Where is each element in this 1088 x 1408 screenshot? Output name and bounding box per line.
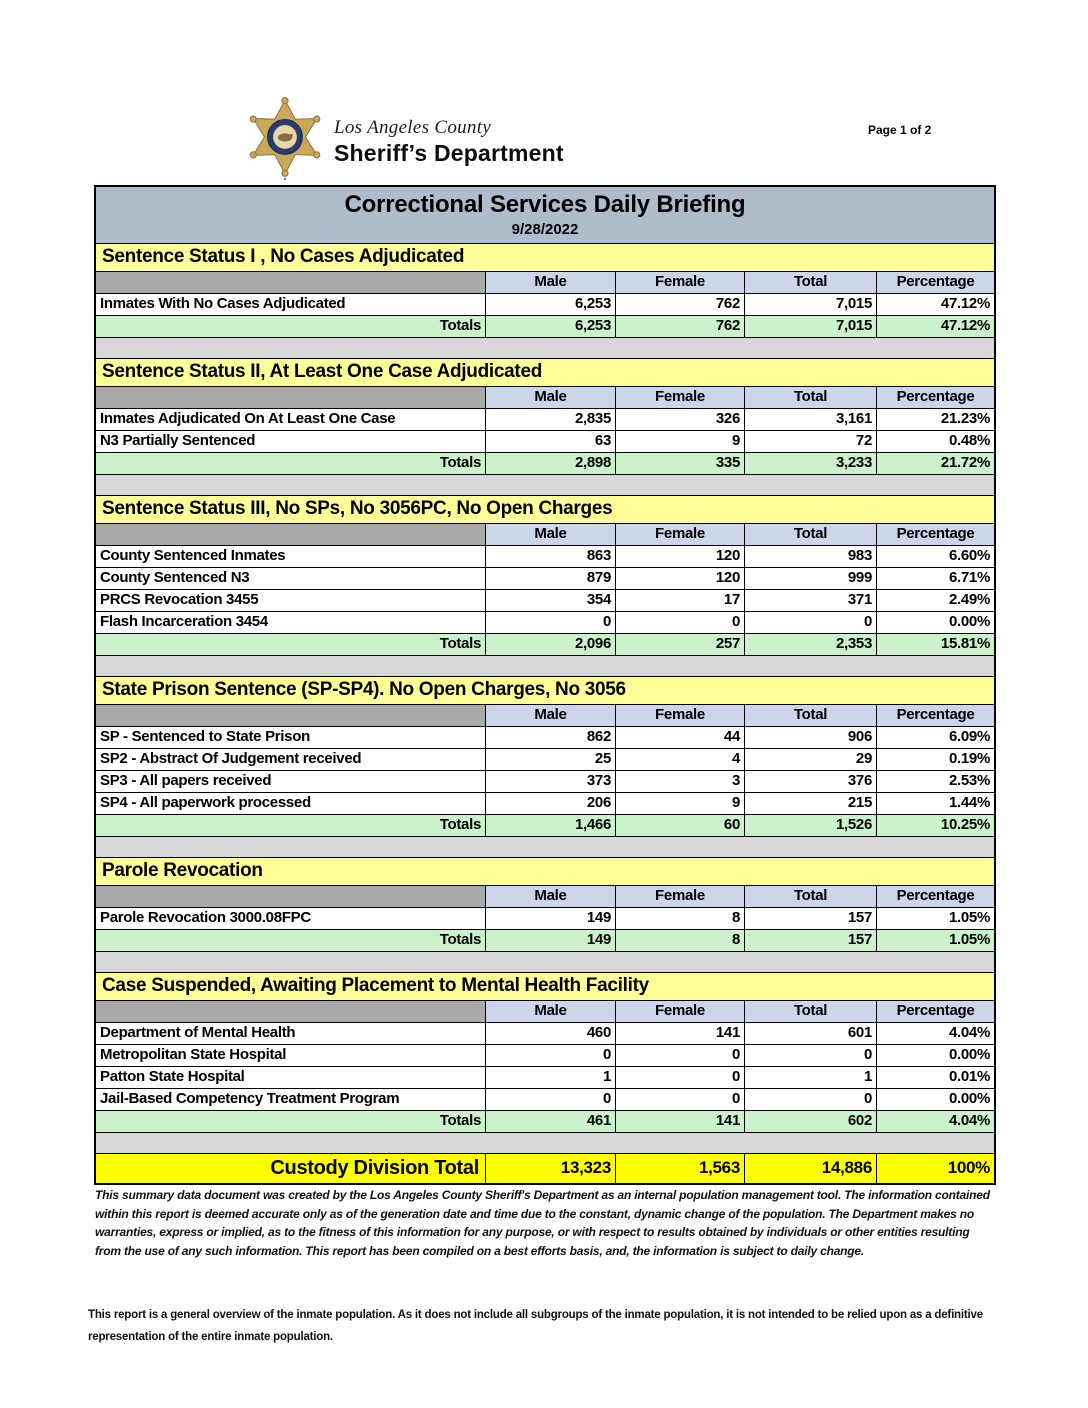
section-rows bbox=[96, 294, 994, 316]
row-label: Jail-Based Competency Treatment Program bbox=[96, 1089, 486, 1110]
row-label-header bbox=[96, 705, 486, 726]
section-rows bbox=[96, 1023, 994, 1111]
row-label: PRCS Revocation 3455 bbox=[96, 590, 486, 611]
row-label: Patton State Hospital bbox=[96, 1067, 486, 1088]
column-header-female: Female bbox=[616, 1001, 745, 1022]
row-label: SP4 - All paperwork processed bbox=[96, 793, 486, 814]
totals-label: Totals bbox=[96, 1111, 486, 1132]
section-title: Sentence Status II, At Least One Case Adjudicated bbox=[96, 359, 994, 387]
report-date: 9/28/2022 bbox=[511, 221, 579, 238]
section-title: Parole Revocation bbox=[96, 858, 994, 886]
column-header-male: Male bbox=[486, 886, 616, 907]
totals-male: 149 bbox=[486, 930, 616, 951]
cell-total: 0 bbox=[745, 1045, 877, 1066]
column-header-percentage: Percentage bbox=[877, 387, 994, 408]
cell-male: 206 bbox=[486, 793, 616, 814]
cell-total: 0 bbox=[745, 612, 877, 633]
sheriff-star-icon bbox=[244, 96, 326, 182]
table-row bbox=[96, 793, 994, 815]
page-number: Page 1 of 2 bbox=[868, 123, 932, 137]
cell-percentage: 0.01% bbox=[877, 1067, 994, 1088]
cell-percentage: 0.00% bbox=[877, 612, 994, 633]
cell-percentage: 0.00% bbox=[877, 1045, 994, 1066]
column-header-row bbox=[96, 387, 994, 409]
cell-male: 6,253 bbox=[486, 294, 616, 315]
custody-division-total-row bbox=[96, 1154, 994, 1183]
totals-percentage: 15.81% bbox=[877, 634, 994, 655]
column-header-percentage: Percentage bbox=[877, 705, 994, 726]
totals-male: 2,096 bbox=[486, 634, 616, 655]
column-header-row bbox=[96, 1001, 994, 1023]
column-header-male: Male bbox=[486, 705, 616, 726]
table-row bbox=[96, 612, 994, 634]
cell-percentage: 4.04% bbox=[877, 1023, 994, 1044]
column-header-total: Total bbox=[745, 705, 877, 726]
totals-percentage: 4.04% bbox=[877, 1111, 994, 1132]
cell-female: 44 bbox=[616, 727, 745, 748]
report-section bbox=[96, 858, 994, 973]
row-label: N3 Partially Sentenced bbox=[96, 431, 486, 452]
cell-percentage: 2.49% bbox=[877, 590, 994, 611]
totals-female: 60 bbox=[616, 815, 745, 836]
column-header-female: Female bbox=[616, 705, 745, 726]
totals-total: 602 bbox=[745, 1111, 877, 1132]
daily-briefing-report bbox=[94, 185, 996, 1185]
totals-total: 3,233 bbox=[745, 453, 877, 474]
row-label: Department of Mental Health bbox=[96, 1023, 486, 1044]
cell-percentage: 6.71% bbox=[877, 568, 994, 589]
table-row bbox=[96, 546, 994, 568]
cell-total: 3,161 bbox=[745, 409, 877, 430]
column-header-percentage: Percentage bbox=[877, 272, 994, 293]
cell-female: 8 bbox=[616, 908, 745, 929]
column-header-total: Total bbox=[745, 886, 877, 907]
column-header-total: Total bbox=[745, 387, 877, 408]
cell-percentage: 21.23% bbox=[877, 409, 994, 430]
table-row bbox=[96, 1089, 994, 1111]
cell-female: 0 bbox=[616, 1045, 745, 1066]
column-header-row bbox=[96, 272, 994, 294]
section-title: Sentence Status III, No SPs, No 3056PC, No Open Charges bbox=[96, 496, 994, 524]
table-row bbox=[96, 908, 994, 930]
totals-total: 7,015 bbox=[745, 316, 877, 337]
section-rows bbox=[96, 409, 994, 453]
cell-male: 373 bbox=[486, 771, 616, 792]
cell-male: 354 bbox=[486, 590, 616, 611]
report-title: Correctional Services Daily Briefing bbox=[344, 191, 746, 218]
cell-female: 4 bbox=[616, 749, 745, 770]
column-header-row bbox=[96, 524, 994, 546]
section-spacer bbox=[96, 837, 994, 858]
cell-total: 983 bbox=[745, 546, 877, 567]
column-header-male: Male bbox=[486, 1001, 616, 1022]
cell-male: 460 bbox=[486, 1023, 616, 1044]
report-title-bar bbox=[96, 187, 994, 244]
totals-total: 157 bbox=[745, 930, 877, 951]
custody-total-female: 1,563 bbox=[616, 1154, 745, 1183]
table-row bbox=[96, 727, 994, 749]
cell-percentage: 1.05% bbox=[877, 908, 994, 929]
disclaimer-text: This summary data document was created by the Los Angeles County Sheriff's Department as an internal population management tool. The information contained within this report is deemed accurate only as of the generation date and time due to the constant, dynamic change of the population. The Department makes no warranties, express or implied, as to the fitness of this information for any purpose, or with respect to results obtained by individuals or other entities resulting from the use of any such information. This report has been compiled on a best efforts basis, and, the information is subject to daily change. bbox=[95, 1188, 990, 1258]
table-row bbox=[96, 1067, 994, 1089]
totals-female: 335 bbox=[616, 453, 745, 474]
column-header-total: Total bbox=[745, 524, 877, 545]
row-label: County Sentenced Inmates bbox=[96, 546, 486, 567]
cell-female: 0 bbox=[616, 612, 745, 633]
cell-total: 601 bbox=[745, 1023, 877, 1044]
section-title: Sentence Status I , No Cases Adjudicated bbox=[96, 244, 994, 272]
column-header-female: Female bbox=[616, 272, 745, 293]
cell-male: 863 bbox=[486, 546, 616, 567]
cell-male: 2,835 bbox=[486, 409, 616, 430]
totals-total: 1,526 bbox=[745, 815, 877, 836]
report-section bbox=[96, 677, 994, 858]
cell-female: 9 bbox=[616, 431, 745, 452]
cell-female: 0 bbox=[616, 1089, 745, 1110]
column-header-percentage: Percentage bbox=[877, 886, 994, 907]
cell-female: 326 bbox=[616, 409, 745, 430]
cell-female: 3 bbox=[616, 771, 745, 792]
cell-percentage: 0.48% bbox=[877, 431, 994, 452]
column-header-male: Male bbox=[486, 524, 616, 545]
cell-male: 862 bbox=[486, 727, 616, 748]
cell-total: 215 bbox=[745, 793, 877, 814]
table-row bbox=[96, 590, 994, 612]
totals-label: Totals bbox=[96, 634, 486, 655]
footer-note-text: This report is a general overview of the inmate population. As it does not include all subgroups of the inmate population, it is not intended to be relied upon as a definitive representation of the entire inmate population. bbox=[88, 1309, 983, 1344]
cell-percentage: 6.09% bbox=[877, 727, 994, 748]
totals-percentage: 21.72% bbox=[877, 453, 994, 474]
section-totals-row bbox=[96, 930, 994, 952]
cell-male: 879 bbox=[486, 568, 616, 589]
table-row bbox=[96, 749, 994, 771]
cell-total: 7,015 bbox=[745, 294, 877, 315]
totals-percentage: 10.25% bbox=[877, 815, 994, 836]
section-title: State Prison Sentence (SP-SP4). No Open Charges, No 3056 bbox=[96, 677, 994, 705]
section-totals-row bbox=[96, 316, 994, 338]
cell-female: 120 bbox=[616, 546, 745, 567]
section-rows bbox=[96, 546, 994, 634]
section-spacer bbox=[96, 1133, 994, 1154]
row-label: Parole Revocation 3000.08FPC bbox=[96, 908, 486, 929]
row-label-header bbox=[96, 272, 486, 293]
row-label: SP3 - All papers received bbox=[96, 771, 486, 792]
cell-total: 376 bbox=[745, 771, 877, 792]
column-header-female: Female bbox=[616, 524, 745, 545]
cell-percentage: 47.12% bbox=[877, 294, 994, 315]
custody-total-total: 14,886 bbox=[745, 1154, 877, 1183]
section-totals-row bbox=[96, 634, 994, 656]
report-section bbox=[96, 496, 994, 677]
column-header-male: Male bbox=[486, 387, 616, 408]
cell-female: 0 bbox=[616, 1067, 745, 1088]
custody-total-label: Custody Division Total bbox=[96, 1154, 486, 1183]
cell-total: 29 bbox=[745, 749, 877, 770]
row-label-header bbox=[96, 886, 486, 907]
cell-total: 0 bbox=[745, 1089, 877, 1110]
section-spacer bbox=[96, 952, 994, 973]
section-totals-row bbox=[96, 453, 994, 475]
totals-male: 6,253 bbox=[486, 316, 616, 337]
totals-label: Totals bbox=[96, 316, 486, 337]
row-label: SP2 - Abstract Of Judgement received bbox=[96, 749, 486, 770]
agency-county: Los Angeles County bbox=[334, 117, 492, 138]
column-header-male: Male bbox=[486, 272, 616, 293]
section-spacer bbox=[96, 656, 994, 677]
department-logo bbox=[244, 96, 564, 182]
section-totals-row bbox=[96, 815, 994, 837]
cell-percentage: 6.60% bbox=[877, 546, 994, 567]
totals-percentage: 1.05% bbox=[877, 930, 994, 951]
sections-container bbox=[96, 244, 994, 1154]
column-header-row bbox=[96, 886, 994, 908]
totals-total: 2,353 bbox=[745, 634, 877, 655]
table-row bbox=[96, 294, 994, 316]
cell-male: 1 bbox=[486, 1067, 616, 1088]
table-row bbox=[96, 409, 994, 431]
totals-female: 8 bbox=[616, 930, 745, 951]
cell-female: 762 bbox=[616, 294, 745, 315]
cell-male: 0 bbox=[486, 612, 616, 633]
cell-male: 25 bbox=[486, 749, 616, 770]
row-label: Inmates With No Cases Adjudicated bbox=[96, 294, 486, 315]
totals-male: 1,466 bbox=[486, 815, 616, 836]
table-row bbox=[96, 431, 994, 453]
section-rows bbox=[96, 727, 994, 815]
cell-percentage: 2.53% bbox=[877, 771, 994, 792]
cell-male: 149 bbox=[486, 908, 616, 929]
column-header-female: Female bbox=[616, 387, 745, 408]
cell-total: 371 bbox=[745, 590, 877, 611]
column-header-row bbox=[96, 705, 994, 727]
table-row bbox=[96, 1045, 994, 1067]
row-label-header bbox=[96, 524, 486, 545]
column-header-percentage: Percentage bbox=[877, 524, 994, 545]
custody-total-male: 13,323 bbox=[486, 1154, 616, 1183]
section-spacer bbox=[96, 338, 994, 359]
cell-female: 9 bbox=[616, 793, 745, 814]
report-section bbox=[96, 244, 994, 359]
row-label: Inmates Adjudicated On At Least One Case bbox=[96, 409, 486, 430]
column-header-total: Total bbox=[745, 272, 877, 293]
totals-male: 461 bbox=[486, 1111, 616, 1132]
table-row bbox=[96, 1023, 994, 1045]
section-rows bbox=[96, 908, 994, 930]
cell-percentage: 0.19% bbox=[877, 749, 994, 770]
section-totals-row bbox=[96, 1111, 994, 1133]
totals-female: 257 bbox=[616, 634, 745, 655]
row-label: SP - Sentenced to State Prison bbox=[96, 727, 486, 748]
cell-percentage: 1.44% bbox=[877, 793, 994, 814]
column-header-total: Total bbox=[745, 1001, 877, 1022]
table-row bbox=[96, 568, 994, 590]
totals-percentage: 47.12% bbox=[877, 316, 994, 337]
totals-female: 141 bbox=[616, 1111, 745, 1132]
column-header-percentage: Percentage bbox=[877, 1001, 994, 1022]
totals-label: Totals bbox=[96, 930, 486, 951]
cell-percentage: 0.00% bbox=[877, 1089, 994, 1110]
section-spacer bbox=[96, 475, 994, 496]
totals-female: 762 bbox=[616, 316, 745, 337]
cell-total: 999 bbox=[745, 568, 877, 589]
table-row bbox=[96, 771, 994, 793]
totals-label: Totals bbox=[96, 453, 486, 474]
totals-male: 2,898 bbox=[486, 453, 616, 474]
row-label: Flash Incarceration 3454 bbox=[96, 612, 486, 633]
totals-label: Totals bbox=[96, 815, 486, 836]
cell-total: 1 bbox=[745, 1067, 877, 1088]
cell-male: 0 bbox=[486, 1089, 616, 1110]
custody-total-percentage: 100% bbox=[877, 1154, 994, 1183]
cell-male: 63 bbox=[486, 431, 616, 452]
agency-name-block bbox=[334, 111, 564, 167]
column-header-female: Female bbox=[616, 886, 745, 907]
cell-total: 906 bbox=[745, 727, 877, 748]
agency-department: Sheriff’s Department bbox=[334, 140, 564, 166]
cell-total: 72 bbox=[745, 431, 877, 452]
cell-total: 157 bbox=[745, 908, 877, 929]
row-label-header bbox=[96, 1001, 486, 1022]
row-label-header bbox=[96, 387, 486, 408]
section-title: Case Suspended, Awaiting Placement to Mental Health Facility bbox=[96, 973, 994, 1001]
cell-female: 141 bbox=[616, 1023, 745, 1044]
report-section bbox=[96, 359, 994, 496]
report-section bbox=[96, 973, 994, 1154]
cell-female: 120 bbox=[616, 568, 745, 589]
row-label: County Sentenced N3 bbox=[96, 568, 486, 589]
cell-male: 0 bbox=[486, 1045, 616, 1066]
row-label: Metropolitan State Hospital bbox=[96, 1045, 486, 1066]
cell-female: 17 bbox=[616, 590, 745, 611]
